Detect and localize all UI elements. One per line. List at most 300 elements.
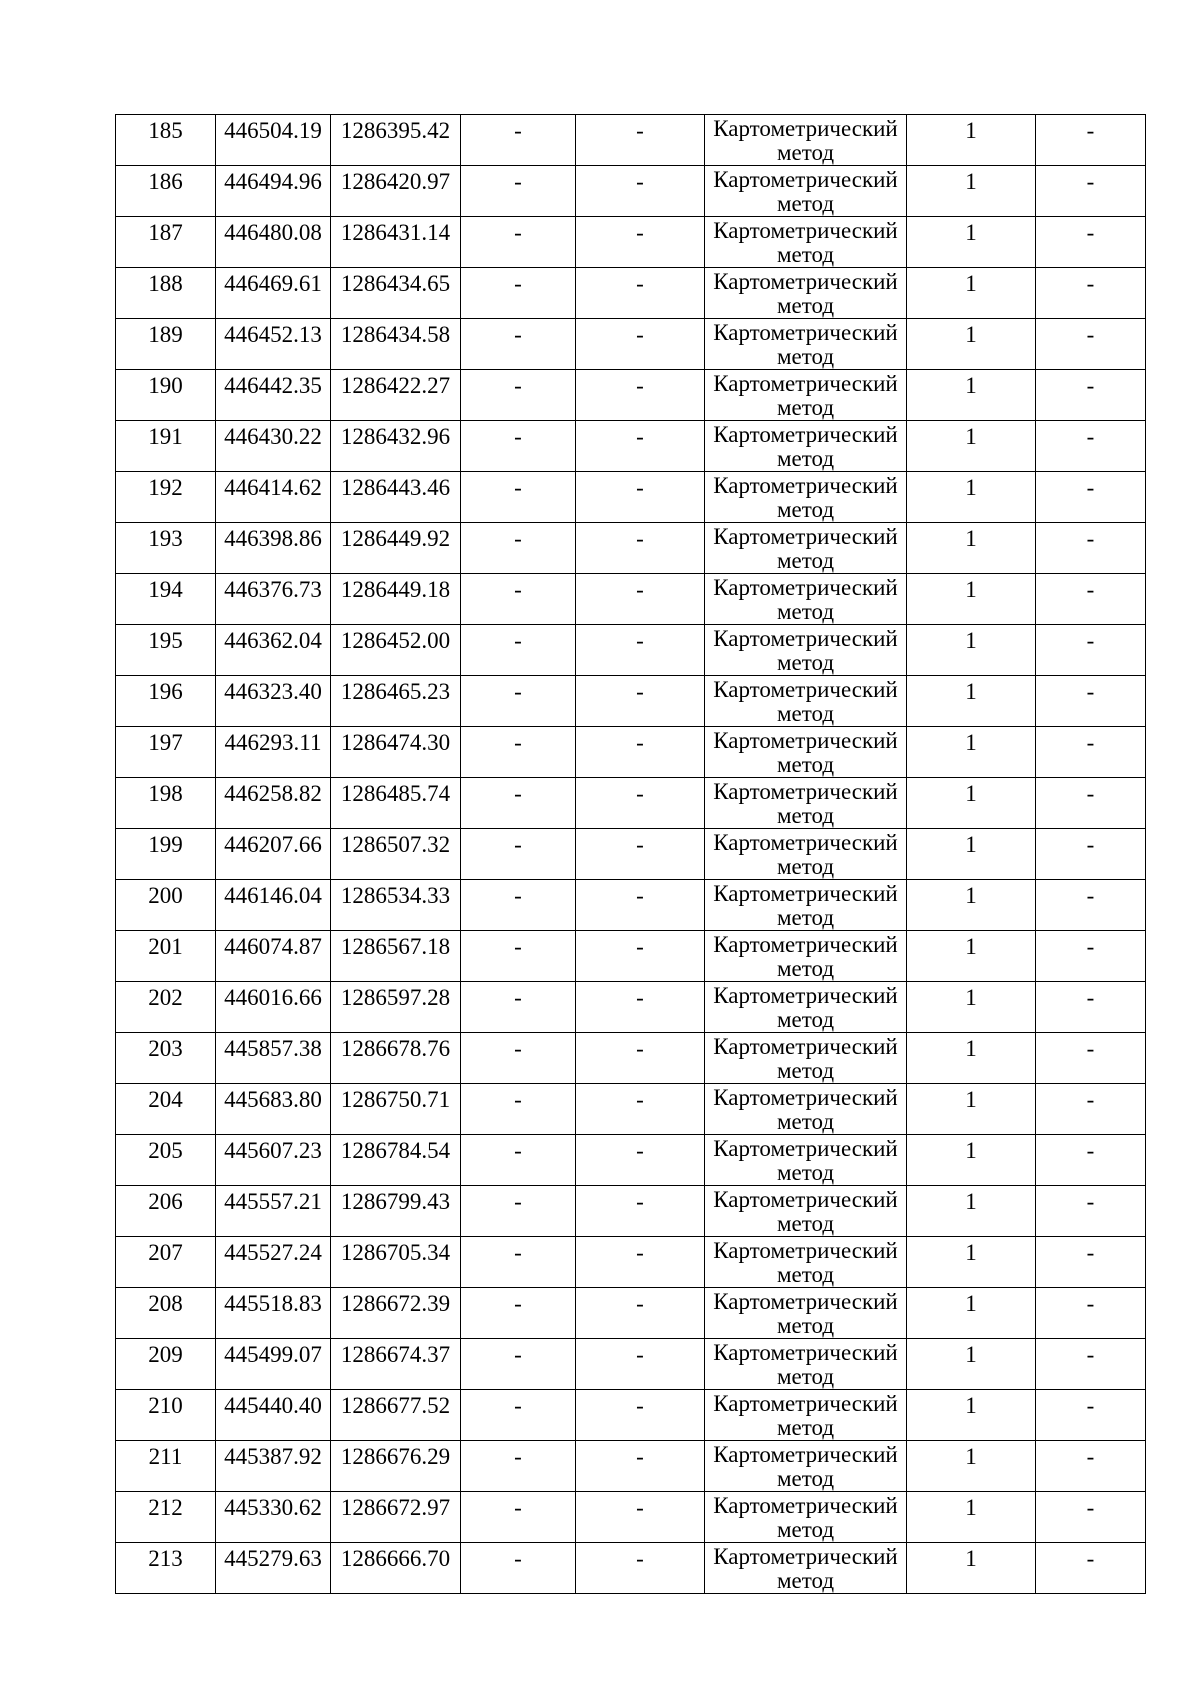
coordinate-x-cell bbox=[216, 1288, 331, 1339]
column-8-value: - bbox=[1086, 526, 1095, 551]
column-5-cell bbox=[576, 727, 705, 778]
column-4-cell bbox=[461, 1135, 576, 1186]
column-4-value: - bbox=[514, 1087, 522, 1112]
coordinate-x-cell bbox=[216, 217, 331, 268]
column-7-value: 1 bbox=[965, 1240, 977, 1265]
method-value bbox=[705, 1135, 906, 1185]
method-line-2: метод bbox=[776, 446, 835, 471]
coordinate-y-value: 1286677.52 bbox=[340, 1393, 451, 1418]
coordinate-x-cell bbox=[216, 1186, 331, 1237]
point-number-cell bbox=[116, 1543, 216, 1594]
column-4-cell bbox=[461, 1033, 576, 1084]
coordinate-x-value: 446398.86 bbox=[224, 526, 322, 551]
column-8-cell bbox=[1036, 676, 1146, 727]
column-8-cell bbox=[1036, 1492, 1146, 1543]
column-5-value: - bbox=[636, 934, 644, 959]
coordinate-y-value: 1286674.37 bbox=[340, 1342, 451, 1367]
column-7-cell bbox=[907, 829, 1036, 880]
coordinate-y-value: 1286799.43 bbox=[340, 1189, 451, 1214]
coordinate-x-value: 446207.66 bbox=[224, 832, 322, 857]
coordinate-x-value: 445518.83 bbox=[224, 1291, 322, 1316]
column-5-cell bbox=[576, 1084, 705, 1135]
column-8-cell bbox=[1036, 370, 1146, 421]
column-5-cell bbox=[576, 319, 705, 370]
coordinate-y-value: 1286434.65 bbox=[340, 271, 451, 296]
column-7-cell bbox=[907, 370, 1036, 421]
coordinate-y-value: 1286485.74 bbox=[340, 781, 451, 806]
point-number-cell bbox=[116, 880, 216, 931]
method-line-2: метод bbox=[776, 191, 835, 216]
column-8-value: - bbox=[1086, 1444, 1095, 1469]
column-7-value: 1 bbox=[965, 1087, 977, 1112]
coordinate-y-value: 1286422.27 bbox=[340, 373, 451, 398]
column-4-value: - bbox=[514, 1138, 522, 1163]
column-5-value: - bbox=[636, 730, 644, 755]
coordinate-x-cell bbox=[216, 115, 331, 166]
coordinate-y-cell bbox=[331, 370, 461, 421]
column-8-cell bbox=[1036, 1084, 1146, 1135]
column-4-value: - bbox=[514, 1444, 522, 1469]
coordinate-y-cell bbox=[331, 778, 461, 829]
column-8-value: - bbox=[1086, 1138, 1095, 1163]
table-row bbox=[116, 1492, 1146, 1543]
column-8-cell bbox=[1036, 268, 1146, 319]
column-5-value: - bbox=[636, 679, 644, 704]
column-8-value: - bbox=[1086, 1087, 1095, 1112]
column-5-cell bbox=[576, 982, 705, 1033]
coordinate-x-cell bbox=[216, 1339, 331, 1390]
column-4-cell bbox=[461, 166, 576, 217]
point-number-value: 209 bbox=[148, 1342, 183, 1367]
coordinate-x-value: 445330.62 bbox=[224, 1495, 322, 1520]
point-number-value: 201 bbox=[148, 934, 183, 959]
point-number-cell bbox=[116, 217, 216, 268]
column-4-value: - bbox=[514, 1546, 522, 1571]
point-number-value: 186 bbox=[148, 169, 183, 194]
column-7-value: 1 bbox=[965, 985, 977, 1010]
column-7-value: 1 bbox=[965, 1291, 977, 1316]
method-line-2: метод bbox=[776, 1058, 835, 1083]
coordinate-y-cell bbox=[331, 625, 461, 676]
coordinate-x-cell bbox=[216, 727, 331, 778]
table-row bbox=[116, 166, 1146, 217]
method-line-2: метод bbox=[776, 956, 835, 981]
column-4-cell bbox=[461, 1186, 576, 1237]
point-number-cell bbox=[116, 574, 216, 625]
method-line-2: метод bbox=[776, 1517, 835, 1542]
coordinate-y-value: 1286443.46 bbox=[340, 475, 451, 500]
column-7-cell bbox=[907, 1186, 1036, 1237]
method-line-2: метод bbox=[776, 1211, 835, 1236]
coordinate-y-cell bbox=[331, 1237, 461, 1288]
column-4-cell bbox=[461, 1288, 576, 1339]
column-4-cell bbox=[461, 115, 576, 166]
method-cell bbox=[705, 115, 907, 166]
coordinate-y-cell bbox=[331, 115, 461, 166]
column-5-value: - bbox=[636, 1138, 644, 1163]
column-8-value: - bbox=[1086, 424, 1095, 449]
column-8-value: - bbox=[1086, 271, 1095, 296]
column-8-cell bbox=[1036, 1441, 1146, 1492]
method-line-1: Картометрический bbox=[713, 881, 898, 906]
coordinate-x-cell bbox=[216, 982, 331, 1033]
column-5-cell bbox=[576, 880, 705, 931]
column-4-value: - bbox=[514, 985, 522, 1010]
method-line-1: Картометрический bbox=[713, 1136, 898, 1161]
column-8-cell bbox=[1036, 1543, 1146, 1594]
column-7-cell bbox=[907, 778, 1036, 829]
column-7-cell bbox=[907, 1033, 1036, 1084]
column-7-value: 1 bbox=[965, 577, 977, 602]
point-number-cell bbox=[116, 319, 216, 370]
method-value bbox=[705, 1288, 906, 1338]
coordinate-x-cell bbox=[216, 1033, 331, 1084]
method-value bbox=[705, 1084, 906, 1134]
column-4-cell bbox=[461, 625, 576, 676]
method-line-1: Картометрический bbox=[713, 1289, 898, 1314]
column-5-value: - bbox=[636, 373, 644, 398]
column-7-value: 1 bbox=[965, 883, 977, 908]
coordinate-x-value: 446430.22 bbox=[224, 424, 322, 449]
column-8-cell bbox=[1036, 574, 1146, 625]
point-number-value: 203 bbox=[148, 1036, 183, 1061]
method-line-2: метод bbox=[776, 1415, 835, 1440]
column-8-value: - bbox=[1086, 118, 1095, 143]
column-7-cell bbox=[907, 1084, 1036, 1135]
method-line-1: Картометрический bbox=[713, 983, 898, 1008]
coordinate-y-cell bbox=[331, 217, 461, 268]
point-number-value: 197 bbox=[148, 730, 183, 755]
column-4-cell bbox=[461, 421, 576, 472]
method-cell bbox=[705, 1339, 907, 1390]
column-4-cell bbox=[461, 268, 576, 319]
coordinate-y-cell bbox=[331, 1084, 461, 1135]
method-value bbox=[705, 217, 906, 267]
column-4-cell bbox=[461, 523, 576, 574]
column-5-cell bbox=[576, 1288, 705, 1339]
column-7-cell bbox=[907, 268, 1036, 319]
method-line-1: Картометрический bbox=[713, 371, 898, 396]
point-number-cell bbox=[116, 472, 216, 523]
point-number-cell bbox=[116, 1441, 216, 1492]
method-line-1: Картометрический bbox=[713, 1034, 898, 1059]
column-5-cell bbox=[576, 370, 705, 421]
method-line-2: метод bbox=[776, 497, 835, 522]
coordinate-y-value: 1286420.97 bbox=[340, 169, 451, 194]
point-number-cell bbox=[116, 1288, 216, 1339]
method-cell bbox=[705, 319, 907, 370]
method-cell bbox=[705, 1543, 907, 1594]
column-8-value: - bbox=[1086, 883, 1095, 908]
coordinate-x-value: 446258.82 bbox=[224, 781, 322, 806]
column-8-cell bbox=[1036, 319, 1146, 370]
column-7-cell bbox=[907, 1543, 1036, 1594]
coordinate-y-value: 1286431.14 bbox=[340, 220, 451, 245]
method-line-2: метод bbox=[776, 1007, 835, 1032]
column-7-cell bbox=[907, 625, 1036, 676]
coordinate-y-cell bbox=[331, 1135, 461, 1186]
column-8-value: - bbox=[1086, 1291, 1095, 1316]
point-number-value: 199 bbox=[148, 832, 183, 857]
column-4-value: - bbox=[514, 1495, 522, 1520]
method-value bbox=[705, 1441, 906, 1491]
table-body bbox=[116, 115, 1146, 1594]
table-row bbox=[116, 778, 1146, 829]
column-5-cell bbox=[576, 217, 705, 268]
column-7-cell bbox=[907, 1441, 1036, 1492]
column-8-cell bbox=[1036, 115, 1146, 166]
column-5-cell bbox=[576, 472, 705, 523]
coordinate-y-value: 1286672.39 bbox=[340, 1291, 451, 1316]
coordinate-x-value: 445607.23 bbox=[224, 1138, 322, 1163]
coordinate-x-value: 445499.07 bbox=[224, 1342, 322, 1367]
method-line-2: метод bbox=[776, 701, 835, 726]
method-value bbox=[705, 880, 906, 930]
column-7-cell bbox=[907, 676, 1036, 727]
coordinate-y-value: 1286597.28 bbox=[340, 985, 451, 1010]
column-8-cell bbox=[1036, 1135, 1146, 1186]
column-4-cell bbox=[461, 1492, 576, 1543]
coordinate-y-value: 1286507.32 bbox=[340, 832, 451, 857]
column-5-cell bbox=[576, 1186, 705, 1237]
point-number-value: 206 bbox=[148, 1189, 183, 1214]
column-8-cell bbox=[1036, 1390, 1146, 1441]
column-8-value: - bbox=[1086, 832, 1095, 857]
method-value bbox=[705, 625, 906, 675]
column-5-value: - bbox=[636, 628, 644, 653]
coordinate-y-value: 1286452.00 bbox=[340, 628, 451, 653]
coordinate-x-value: 446376.73 bbox=[224, 577, 322, 602]
column-7-value: 1 bbox=[965, 1138, 977, 1163]
column-7-value: 1 bbox=[965, 1546, 977, 1571]
coordinate-x-value: 446323.40 bbox=[224, 679, 322, 704]
coordinate-x-cell bbox=[216, 1492, 331, 1543]
column-5-value: - bbox=[636, 322, 644, 347]
column-7-cell bbox=[907, 727, 1036, 778]
method-line-2: метод bbox=[776, 140, 835, 165]
point-number-value: 187 bbox=[148, 220, 183, 245]
table-row bbox=[116, 1135, 1146, 1186]
column-7-cell bbox=[907, 1237, 1036, 1288]
column-5-value: - bbox=[636, 1189, 644, 1214]
column-4-value: - bbox=[514, 1342, 522, 1367]
method-value bbox=[705, 472, 906, 522]
table-row bbox=[116, 931, 1146, 982]
column-5-value: - bbox=[636, 1546, 644, 1571]
table-row bbox=[116, 727, 1146, 778]
method-line-2: метод bbox=[776, 1313, 835, 1338]
coordinate-x-value: 446452.13 bbox=[224, 322, 322, 347]
table-row bbox=[116, 1237, 1146, 1288]
method-line-2: метод bbox=[776, 242, 835, 267]
coordinate-x-value: 446074.87 bbox=[224, 934, 322, 959]
coordinate-y-cell bbox=[331, 1543, 461, 1594]
column-7-value: 1 bbox=[965, 475, 977, 500]
column-8-cell bbox=[1036, 931, 1146, 982]
column-7-cell bbox=[907, 472, 1036, 523]
method-value bbox=[705, 166, 906, 216]
column-7-value: 1 bbox=[965, 934, 977, 959]
point-number-value: 205 bbox=[148, 1138, 183, 1163]
column-4-cell bbox=[461, 931, 576, 982]
column-7-cell bbox=[907, 1390, 1036, 1441]
column-8-cell bbox=[1036, 778, 1146, 829]
point-number-value: 193 bbox=[148, 526, 183, 551]
method-line-2: метод bbox=[776, 548, 835, 573]
coordinates-table bbox=[115, 114, 1146, 1594]
point-number-value: 213 bbox=[148, 1546, 183, 1571]
table-row bbox=[116, 880, 1146, 931]
method-line-2: метод bbox=[776, 1262, 835, 1287]
point-number-value: 202 bbox=[148, 985, 183, 1010]
column-7-value: 1 bbox=[965, 730, 977, 755]
coordinate-y-cell bbox=[331, 268, 461, 319]
column-5-value: - bbox=[636, 1342, 644, 1367]
column-7-value: 1 bbox=[965, 1444, 977, 1469]
column-4-cell bbox=[461, 829, 576, 880]
column-8-cell bbox=[1036, 523, 1146, 574]
column-5-cell bbox=[576, 523, 705, 574]
method-line-2: метод bbox=[776, 1364, 835, 1389]
column-4-cell bbox=[461, 1543, 576, 1594]
column-7-cell bbox=[907, 574, 1036, 625]
coordinate-y-value: 1286432.96 bbox=[340, 424, 451, 449]
column-8-value: - bbox=[1086, 1189, 1095, 1214]
coordinate-x-cell bbox=[216, 1084, 331, 1135]
coordinate-x-cell bbox=[216, 268, 331, 319]
point-number-value: 198 bbox=[148, 781, 183, 806]
coordinate-x-value: 446414.62 bbox=[224, 475, 322, 500]
coordinate-y-value: 1286750.71 bbox=[340, 1087, 451, 1112]
coordinate-x-value: 446146.04 bbox=[224, 883, 322, 908]
coordinate-y-value: 1286434.58 bbox=[340, 322, 451, 347]
column-8-value: - bbox=[1086, 220, 1095, 245]
column-4-value: - bbox=[514, 1189, 522, 1214]
column-5-value: - bbox=[636, 832, 644, 857]
point-number-cell bbox=[116, 1033, 216, 1084]
table-row bbox=[116, 1339, 1146, 1390]
method-value bbox=[705, 319, 906, 369]
coordinate-y-value: 1286666.70 bbox=[340, 1546, 451, 1571]
column-5-value: - bbox=[636, 220, 644, 245]
coordinate-y-value: 1286449.18 bbox=[340, 577, 451, 602]
method-line-2: метод bbox=[776, 1568, 835, 1593]
method-cell bbox=[705, 166, 907, 217]
coordinate-y-cell bbox=[331, 1339, 461, 1390]
point-number-value: 196 bbox=[148, 679, 183, 704]
method-line-1: Картометрический bbox=[713, 473, 898, 498]
method-cell bbox=[705, 676, 907, 727]
column-8-cell bbox=[1036, 625, 1146, 676]
point-number-value: 185 bbox=[148, 118, 183, 143]
column-8-cell bbox=[1036, 166, 1146, 217]
column-5-cell bbox=[576, 268, 705, 319]
column-4-value: - bbox=[514, 271, 522, 296]
point-number-cell bbox=[116, 523, 216, 574]
method-cell bbox=[705, 421, 907, 472]
column-4-cell bbox=[461, 1339, 576, 1390]
method-value bbox=[705, 1543, 906, 1593]
column-8-value: - bbox=[1086, 934, 1095, 959]
column-5-cell bbox=[576, 829, 705, 880]
column-8-cell bbox=[1036, 1288, 1146, 1339]
column-7-value: 1 bbox=[965, 526, 977, 551]
column-7-cell bbox=[907, 1288, 1036, 1339]
column-4-cell bbox=[461, 727, 576, 778]
column-7-value: 1 bbox=[965, 373, 977, 398]
method-value bbox=[705, 1492, 906, 1542]
column-5-value: - bbox=[636, 883, 644, 908]
coordinate-y-cell bbox=[331, 676, 461, 727]
method-line-1: Картометрический bbox=[713, 575, 898, 600]
column-4-cell bbox=[461, 1084, 576, 1135]
column-7-value: 1 bbox=[965, 628, 977, 653]
column-4-cell bbox=[461, 1390, 576, 1441]
coordinate-y-cell bbox=[331, 1441, 461, 1492]
coordinate-y-value: 1286474.30 bbox=[340, 730, 451, 755]
column-7-cell bbox=[907, 982, 1036, 1033]
method-cell bbox=[705, 931, 907, 982]
method-cell bbox=[705, 778, 907, 829]
coordinate-y-value: 1286784.54 bbox=[340, 1138, 451, 1163]
column-4-value: - bbox=[514, 1036, 522, 1061]
table-row bbox=[116, 574, 1146, 625]
coordinate-y-cell bbox=[331, 574, 461, 625]
column-4-cell bbox=[461, 676, 576, 727]
column-7-value: 1 bbox=[965, 781, 977, 806]
column-8-value: - bbox=[1086, 781, 1095, 806]
table-row bbox=[116, 217, 1146, 268]
coordinate-y-value: 1286676.29 bbox=[340, 1444, 451, 1469]
coordinate-x-cell bbox=[216, 931, 331, 982]
column-7-value: 1 bbox=[965, 322, 977, 347]
coordinate-y-cell bbox=[331, 1390, 461, 1441]
column-5-cell bbox=[576, 1033, 705, 1084]
point-number-cell bbox=[116, 1135, 216, 1186]
method-line-1: Картометрический bbox=[713, 830, 898, 855]
coordinate-x-value: 445440.40 bbox=[224, 1393, 322, 1418]
coordinate-x-cell bbox=[216, 1390, 331, 1441]
coordinate-x-cell bbox=[216, 421, 331, 472]
method-line-2: метод bbox=[776, 803, 835, 828]
method-value bbox=[705, 370, 906, 420]
column-4-value: - bbox=[514, 883, 522, 908]
coordinate-y-cell bbox=[331, 1288, 461, 1339]
table-row bbox=[116, 421, 1146, 472]
method-cell bbox=[705, 1441, 907, 1492]
method-cell bbox=[705, 523, 907, 574]
column-4-value: - bbox=[514, 730, 522, 755]
column-8-cell bbox=[1036, 1186, 1146, 1237]
point-number-cell bbox=[116, 982, 216, 1033]
point-number-value: 189 bbox=[148, 322, 183, 347]
column-4-cell bbox=[461, 1441, 576, 1492]
column-5-cell bbox=[576, 625, 705, 676]
column-4-value: - bbox=[514, 424, 522, 449]
column-7-value: 1 bbox=[965, 1189, 977, 1214]
column-8-value: - bbox=[1086, 322, 1095, 347]
column-7-value: 1 bbox=[965, 1393, 977, 1418]
column-4-cell bbox=[461, 319, 576, 370]
method-cell bbox=[705, 370, 907, 421]
coordinate-y-value: 1286534.33 bbox=[340, 883, 451, 908]
point-number-cell bbox=[116, 421, 216, 472]
column-5-cell bbox=[576, 115, 705, 166]
column-5-cell bbox=[576, 676, 705, 727]
coordinate-y-cell bbox=[331, 472, 461, 523]
column-8-value: - bbox=[1086, 577, 1095, 602]
method-value bbox=[705, 1339, 906, 1389]
